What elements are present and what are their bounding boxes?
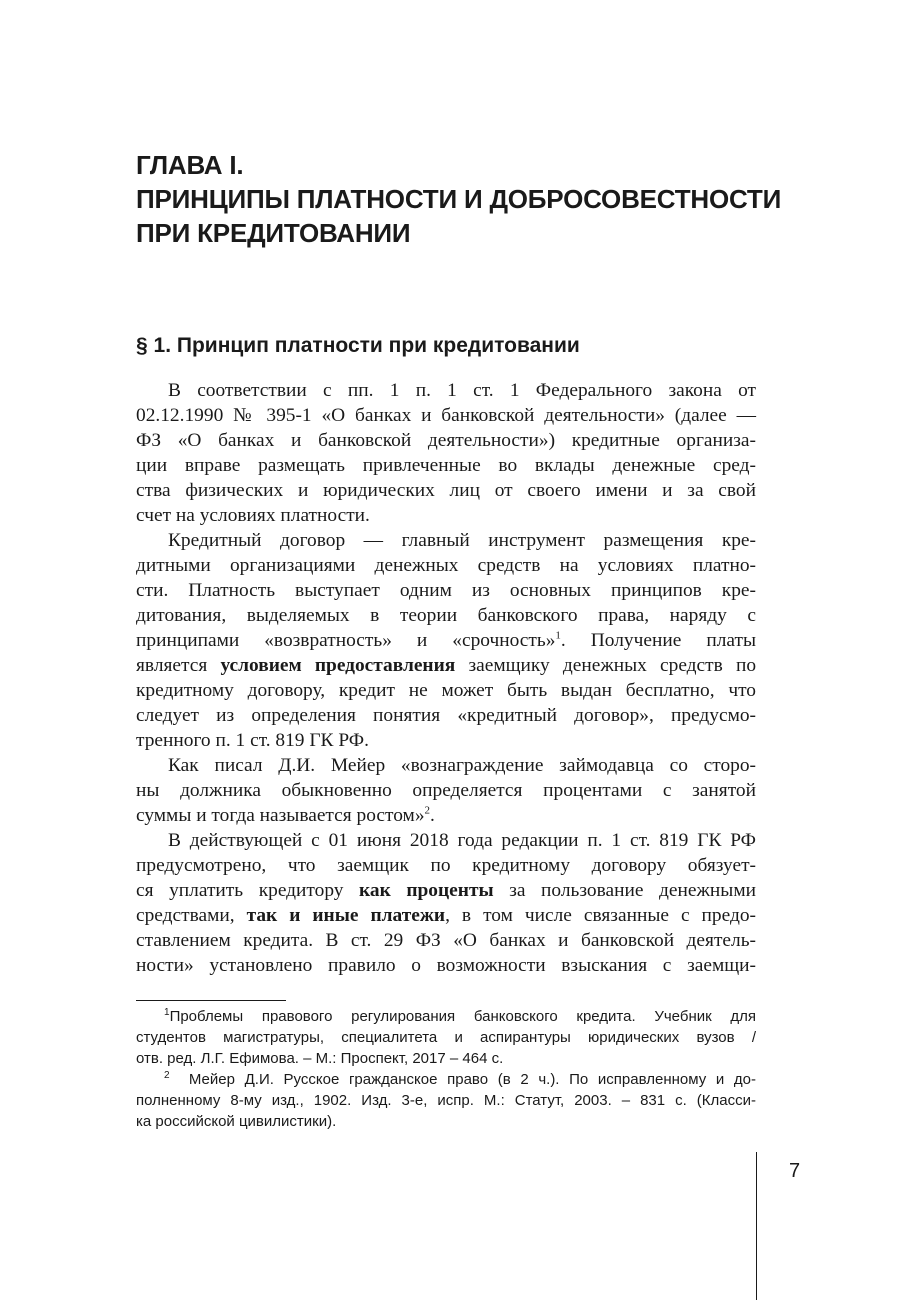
footnote-1-line: студентов магистратуры, специалитета и аспирантуры юридических вузов /	[136, 1029, 756, 1046]
body-text	[136, 378, 756, 978]
chapter-label: ГЛАВА I.	[136, 150, 244, 180]
paragraph-4-line: ности» установлено правило о возможности взыскания с заемщи-	[136, 955, 756, 976]
paragraph-2-line: кредитному договору, кредит не может быть выдан бесплатно, что	[136, 680, 756, 701]
footnote-separator	[136, 1000, 286, 1001]
text-run: суммы и тогда называется ростом»	[136, 805, 425, 826]
page-number: 7	[789, 1160, 801, 1182]
chapter-title-line-2: ПРИ КРЕДИТОВАНИИ	[136, 218, 411, 248]
paragraph-2-line: Кредитный договор — главный инструмент размещения кре-	[168, 530, 756, 551]
paragraph-4-line: В действующей с 01 июня 2018 года редакции п. 1 ст. 819 ГК РФ	[168, 830, 756, 851]
paragraph-1-line: ФЗ «О банках и банковской деятельности») кредитные организа-	[136, 430, 756, 451]
paragraph-3-line	[136, 803, 756, 828]
paragraph-2-line: тренного п. 1 ст. 819 ГК РФ.	[136, 730, 369, 751]
paragraph-3-line: ны должника обыкновенно определяется процентами с занятой	[136, 780, 756, 801]
paragraph-2-line: дитования, выделяемых в теории банковского права, наряду с	[136, 605, 756, 626]
paragraph-4-line: предусмотрено, что заемщик по кредитному договору обязует-	[136, 855, 756, 876]
paragraph-2-line	[136, 653, 756, 678]
paragraph-1-line: ции вправе размещать привлеченные во вклады денежные сред-	[136, 455, 756, 476]
text-run: Мейер Д.И. Русское гражданское право (в 2 ч.). По исправленному и до-	[188, 1071, 756, 1088]
bold-term: так и иные платежи	[246, 905, 446, 926]
paragraph-4-line	[136, 903, 756, 928]
text-run: .	[430, 805, 435, 826]
footnote-2-line: полненному 8-му изд., 1902. Изд. 3-е, испр. М.: Статут, 2003. – 831 с. (Класси-	[136, 1092, 756, 1109]
footnote-2-line: ка российской цивилистики).	[136, 1113, 337, 1130]
bold-term: как проценты	[359, 880, 494, 901]
footnote-1-line: отв. ред. Л.Г. Ефимова. – М.: Проспект, 2017 – 464 с.	[136, 1050, 504, 1067]
text-run: принципами «возвратность» и «срочность»	[136, 630, 556, 651]
paragraph-2-line	[136, 628, 756, 653]
footnote-1-line	[136, 1006, 756, 1027]
text-run: за пользование денежными	[493, 880, 756, 901]
paragraph-2-line: сти. Платность выступает одним из основных принципов кре-	[136, 580, 756, 601]
text-run: . Получение платы	[560, 630, 756, 651]
paragraph-1-line: ства физических и юридических лиц от своего имени и за свой	[136, 480, 756, 501]
footnotes	[136, 1006, 756, 1132]
paragraph-4-line: ставлением кредита. В ст. 29 ФЗ «О банках и банковской деятель-	[136, 930, 756, 951]
footnote-1-marker: 1	[164, 1007, 170, 1018]
paragraph-1-line: В соответствии с пп. 1 п. 1 ст. 1 Федерального закона от	[168, 380, 756, 401]
paragraph-1-line: 02.12.1990 № 395-1 «О банках и банковской деятельности» (далее —	[136, 405, 756, 426]
text-run: заемщику денежных средств по	[455, 655, 757, 676]
text-run: является	[136, 655, 221, 676]
text-run: Проблемы правового регулирования банковского кредита. Учебник для	[169, 1008, 756, 1025]
paragraph-2-line: следует из определения понятия «кредитный договор», предусмо-	[136, 705, 756, 726]
chapter-heading	[136, 148, 796, 250]
bold-term: условием предоставления	[220, 655, 456, 676]
footnote-ref-2[interactable]: 2	[424, 804, 431, 817]
paragraph-4-line	[136, 878, 756, 903]
footnote-2-line	[136, 1069, 756, 1090]
page-number-rule	[756, 1152, 757, 1300]
paragraph-1-line: счет на условиях платности.	[136, 505, 370, 526]
text-run: ся уплатить кредитору	[136, 880, 360, 901]
text-run: , в том числе связанные с предо-	[445, 905, 756, 926]
paragraph-2-line: дитными организациями денежных средств на условиях платно-	[136, 555, 756, 576]
footnote-2-marker: 2	[164, 1070, 170, 1081]
footnote-ref-1[interactable]: 1	[555, 629, 561, 642]
text-run: средствами,	[136, 905, 247, 926]
chapter-title-line-1: ПРИНЦИПЫ ПЛАТНОСТИ И ДОБРОСОВЕСТНОСТИ	[136, 184, 782, 214]
section-title: § 1. Принцип платности при кредитовании	[136, 334, 580, 357]
paragraph-3-line: Как писал Д.И. Мейер «вознаграждение займодавца со сторо-	[168, 755, 756, 776]
